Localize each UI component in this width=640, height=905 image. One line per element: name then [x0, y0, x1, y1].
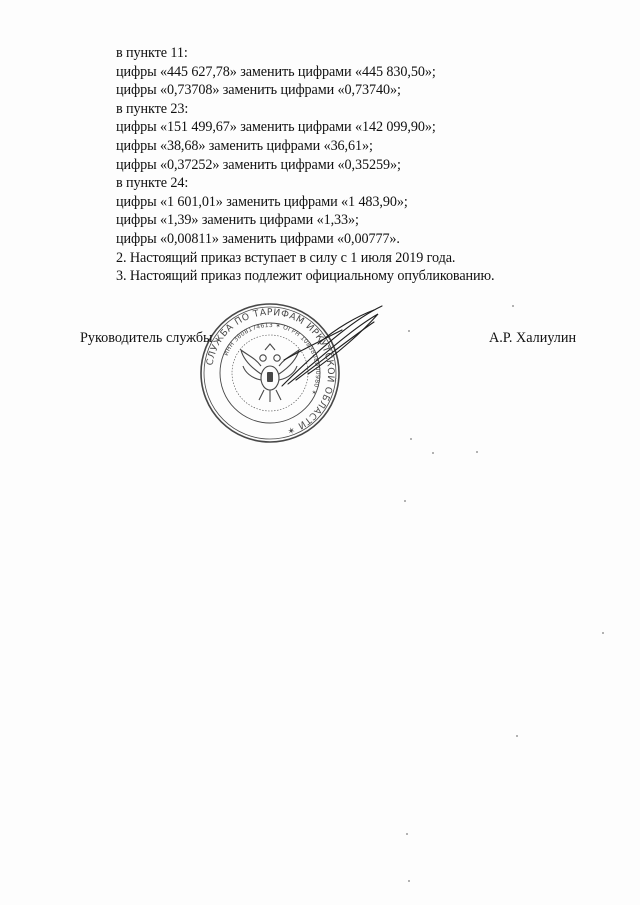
- svg-text:ИНН 3808174613 ✶ ОГРН 10838080: ИНН 3808174613 ✶ ОГРН 1083808000980 ✶: [222, 321, 322, 397]
- scan-speck: [408, 330, 410, 332]
- text-line: цифры «151 499,67» заменить цифрами «142 099,90»;: [116, 119, 436, 136]
- scan-speck: [516, 735, 518, 737]
- scan-speck: [410, 438, 412, 440]
- scan-speck: [432, 452, 434, 454]
- scan-speck: [404, 500, 406, 502]
- text-line: 2. Настоящий приказ вступает в силу с 1 июля 2019 года.: [116, 249, 456, 266]
- text-line: 3. Настоящий приказ подлежит официальному опубликованию.: [116, 268, 495, 285]
- text-line: цифры «1 601,01» заменить цифрами «1 483,90»;: [116, 193, 408, 210]
- text-line: цифры «1,39» заменить цифрами «1,33»;: [116, 212, 359, 229]
- signer-position: Руководитель службы: [80, 330, 213, 346]
- text-line: цифры «445 627,78» заменить цифрами «445 830,50»;: [116, 63, 436, 80]
- order-amendments-text: [116, 44, 616, 286]
- scan-speck: [602, 632, 604, 634]
- text-line: цифры «0,37252» заменить цифрами «0,35259»;: [116, 156, 401, 173]
- text-line: в пункте 24:: [116, 175, 189, 192]
- signer-name: А.Р. Халиулин: [489, 330, 577, 346]
- text-line: цифры «0,73708» заменить цифрами «0,73740»;: [116, 82, 401, 99]
- text-line: цифры «38,68» заменить цифрами «36,61»;: [116, 137, 373, 154]
- text-line: в пункте 11:: [116, 45, 188, 61]
- text-line: цифры «0,00811» заменить цифрами «0,00777».: [116, 230, 400, 247]
- scan-speck: [408, 880, 410, 882]
- scan-speck: [512, 305, 514, 307]
- svg-text:СЛУЖБА ПО ТАРИФАМ ИРКУТСКОЙ ОБ: СЛУЖБА ПО ТАРИФАМ ИРКУТСКОЙ ОБЛАСТИ ✶: [204, 306, 337, 437]
- scan-speck: [406, 833, 408, 835]
- signature-block: [0, 323, 640, 353]
- scan-speck: [476, 451, 478, 453]
- text-line: в пункте 23:: [116, 100, 189, 117]
